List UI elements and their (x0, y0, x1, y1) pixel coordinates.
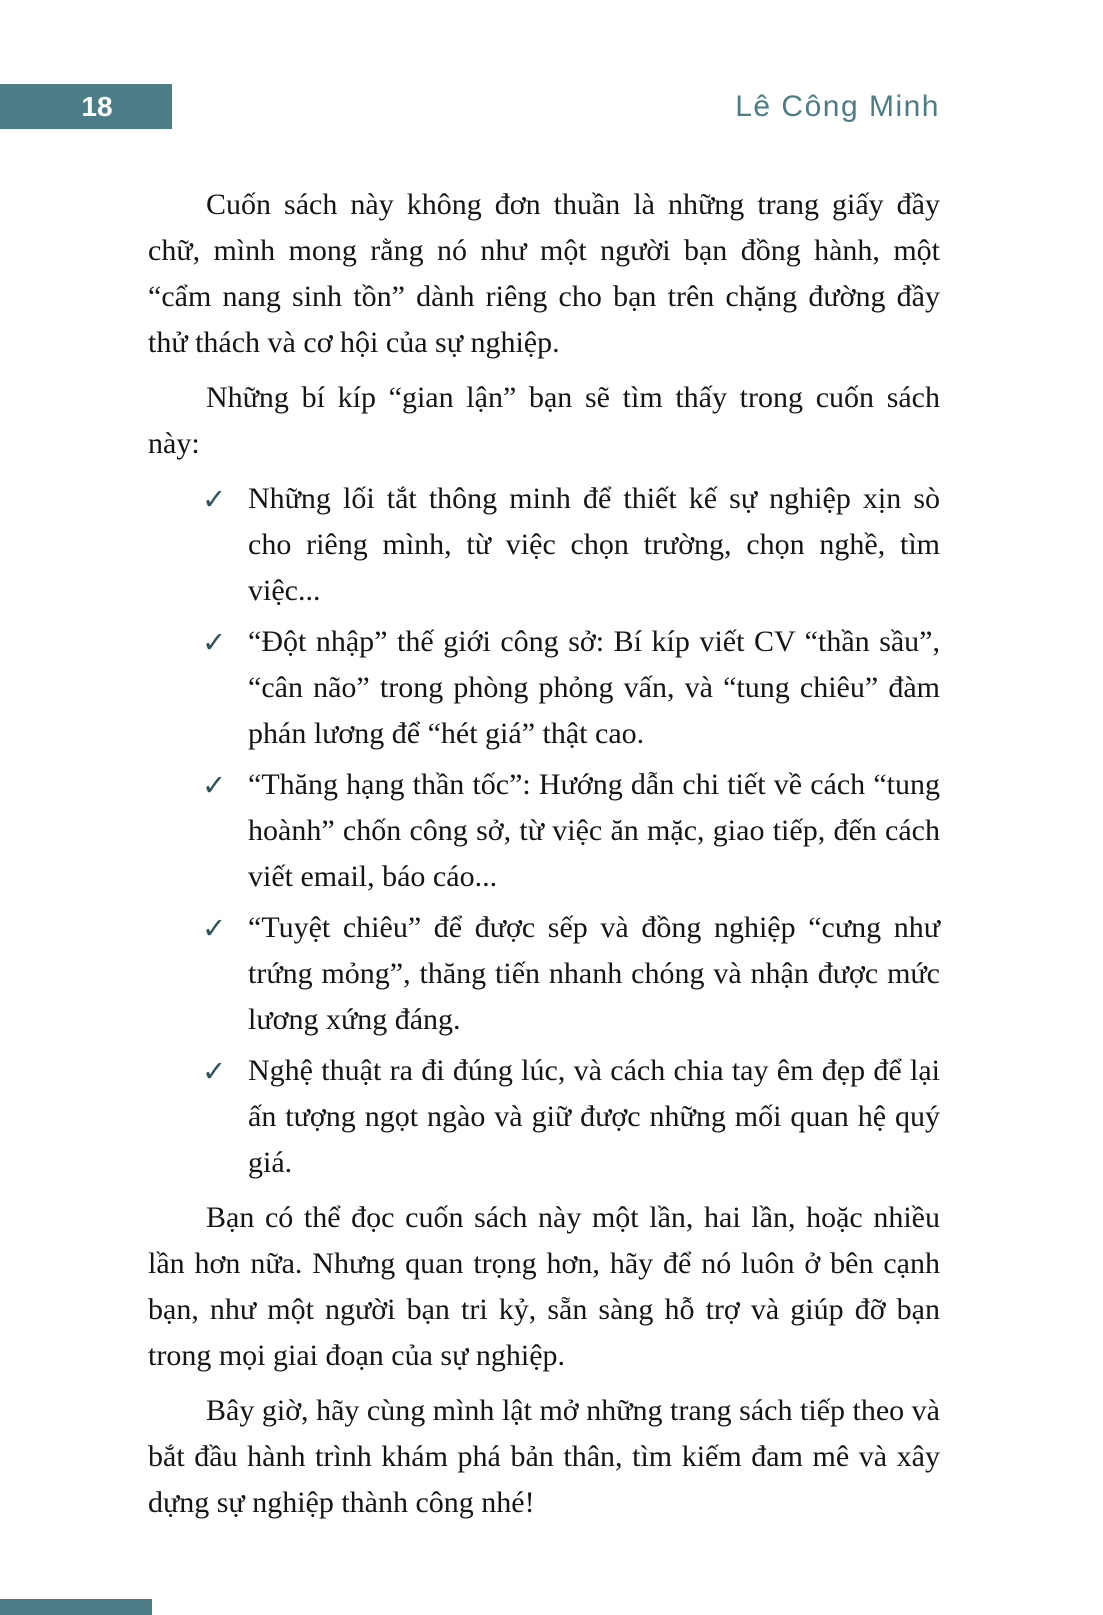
paragraph-closing: Bây giờ, hãy cùng mình lật mở những trang sách tiếp theo và bắt đầu hành trình khám phá bản thân, tìm kiếm đam mê và xây dựng sự nghiệp thành công nhé! (148, 1394, 940, 1519)
checklist-item (148, 619, 940, 757)
checklist (148, 476, 940, 1186)
checklist-item-text: “Đột nhập” thế giới công sở: Bí kíp viết CV “thần sầu”, “cân não” trong phòng phỏng vấn, và “tung chiêu” đàm phán lương để “hét giá” thật cao. (248, 625, 940, 750)
running-header-author: Lê Công Minh (735, 90, 940, 123)
checkmark-icon: ✓ (202, 482, 227, 516)
checklist-item (148, 1048, 940, 1186)
page-number-tab (0, 84, 172, 129)
checkmark-icon: ✓ (202, 625, 227, 659)
checklist-item-text: “Tuyệt chiêu” để được sếp và đồng nghiệp “cưng như trứng mỏng”, thăng tiến nhanh chóng và nhận được mức lương xứng đáng. (248, 911, 940, 1036)
paragraph-list-lead: Những bí kíp “gian lận” bạn sẽ tìm thấy trong cuốn sách này: (148, 381, 940, 460)
page-body (148, 182, 940, 1535)
checklist-item-text: “Thăng hạng thần tốc”: Hướng dẫn chi tiết về cách “tung hoành” chốn công sở, từ việc ăn mặc, giao tiếp, đến cách viết email, báo cáo... (248, 768, 940, 893)
page-footer-tab (0, 1599, 152, 1615)
checklist-item-text: Những lối tắt thông minh để thiết kế sự nghiệp xịn sò cho riêng mình, từ việc chọn trường, chọn nghề, tìm việc... (248, 482, 940, 607)
checkmark-icon: ✓ (202, 1054, 227, 1088)
checkmark-icon: ✓ (202, 911, 227, 945)
checklist-item (148, 476, 940, 614)
page-number: 18 (81, 90, 113, 122)
checklist-item (148, 762, 940, 900)
checklist-item-text: Nghệ thuật ra đi đúng lúc, và cách chia tay êm đẹp để lại ấn tượng ngọt ngào và giữ được những mối quan hệ quý giá. (248, 1054, 940, 1179)
checklist-item (148, 905, 940, 1043)
paragraph-advice: Bạn có thể đọc cuốn sách này một lần, hai lần, hoặc nhiều lần hơn nữa. Nhưng quan trọng hơn, hãy để nó luôn ở bên cạnh bạn, như một người bạn tri kỷ, sẵn sàng hỗ trợ và giúp đỡ bạn trong mọi giai đoạn của sự nghiệp. (148, 1201, 940, 1372)
checkmark-icon: ✓ (202, 768, 227, 802)
paragraph-intro: Cuốn sách này không đơn thuần là những trang giấy đầy chữ, mình mong rằng nó như một người bạn đồng hành, một “cẩm nang sinh tồn” dành riêng cho bạn trên chặng đường đầy thử thách và cơ hội của sự nghiệp. (148, 188, 940, 359)
